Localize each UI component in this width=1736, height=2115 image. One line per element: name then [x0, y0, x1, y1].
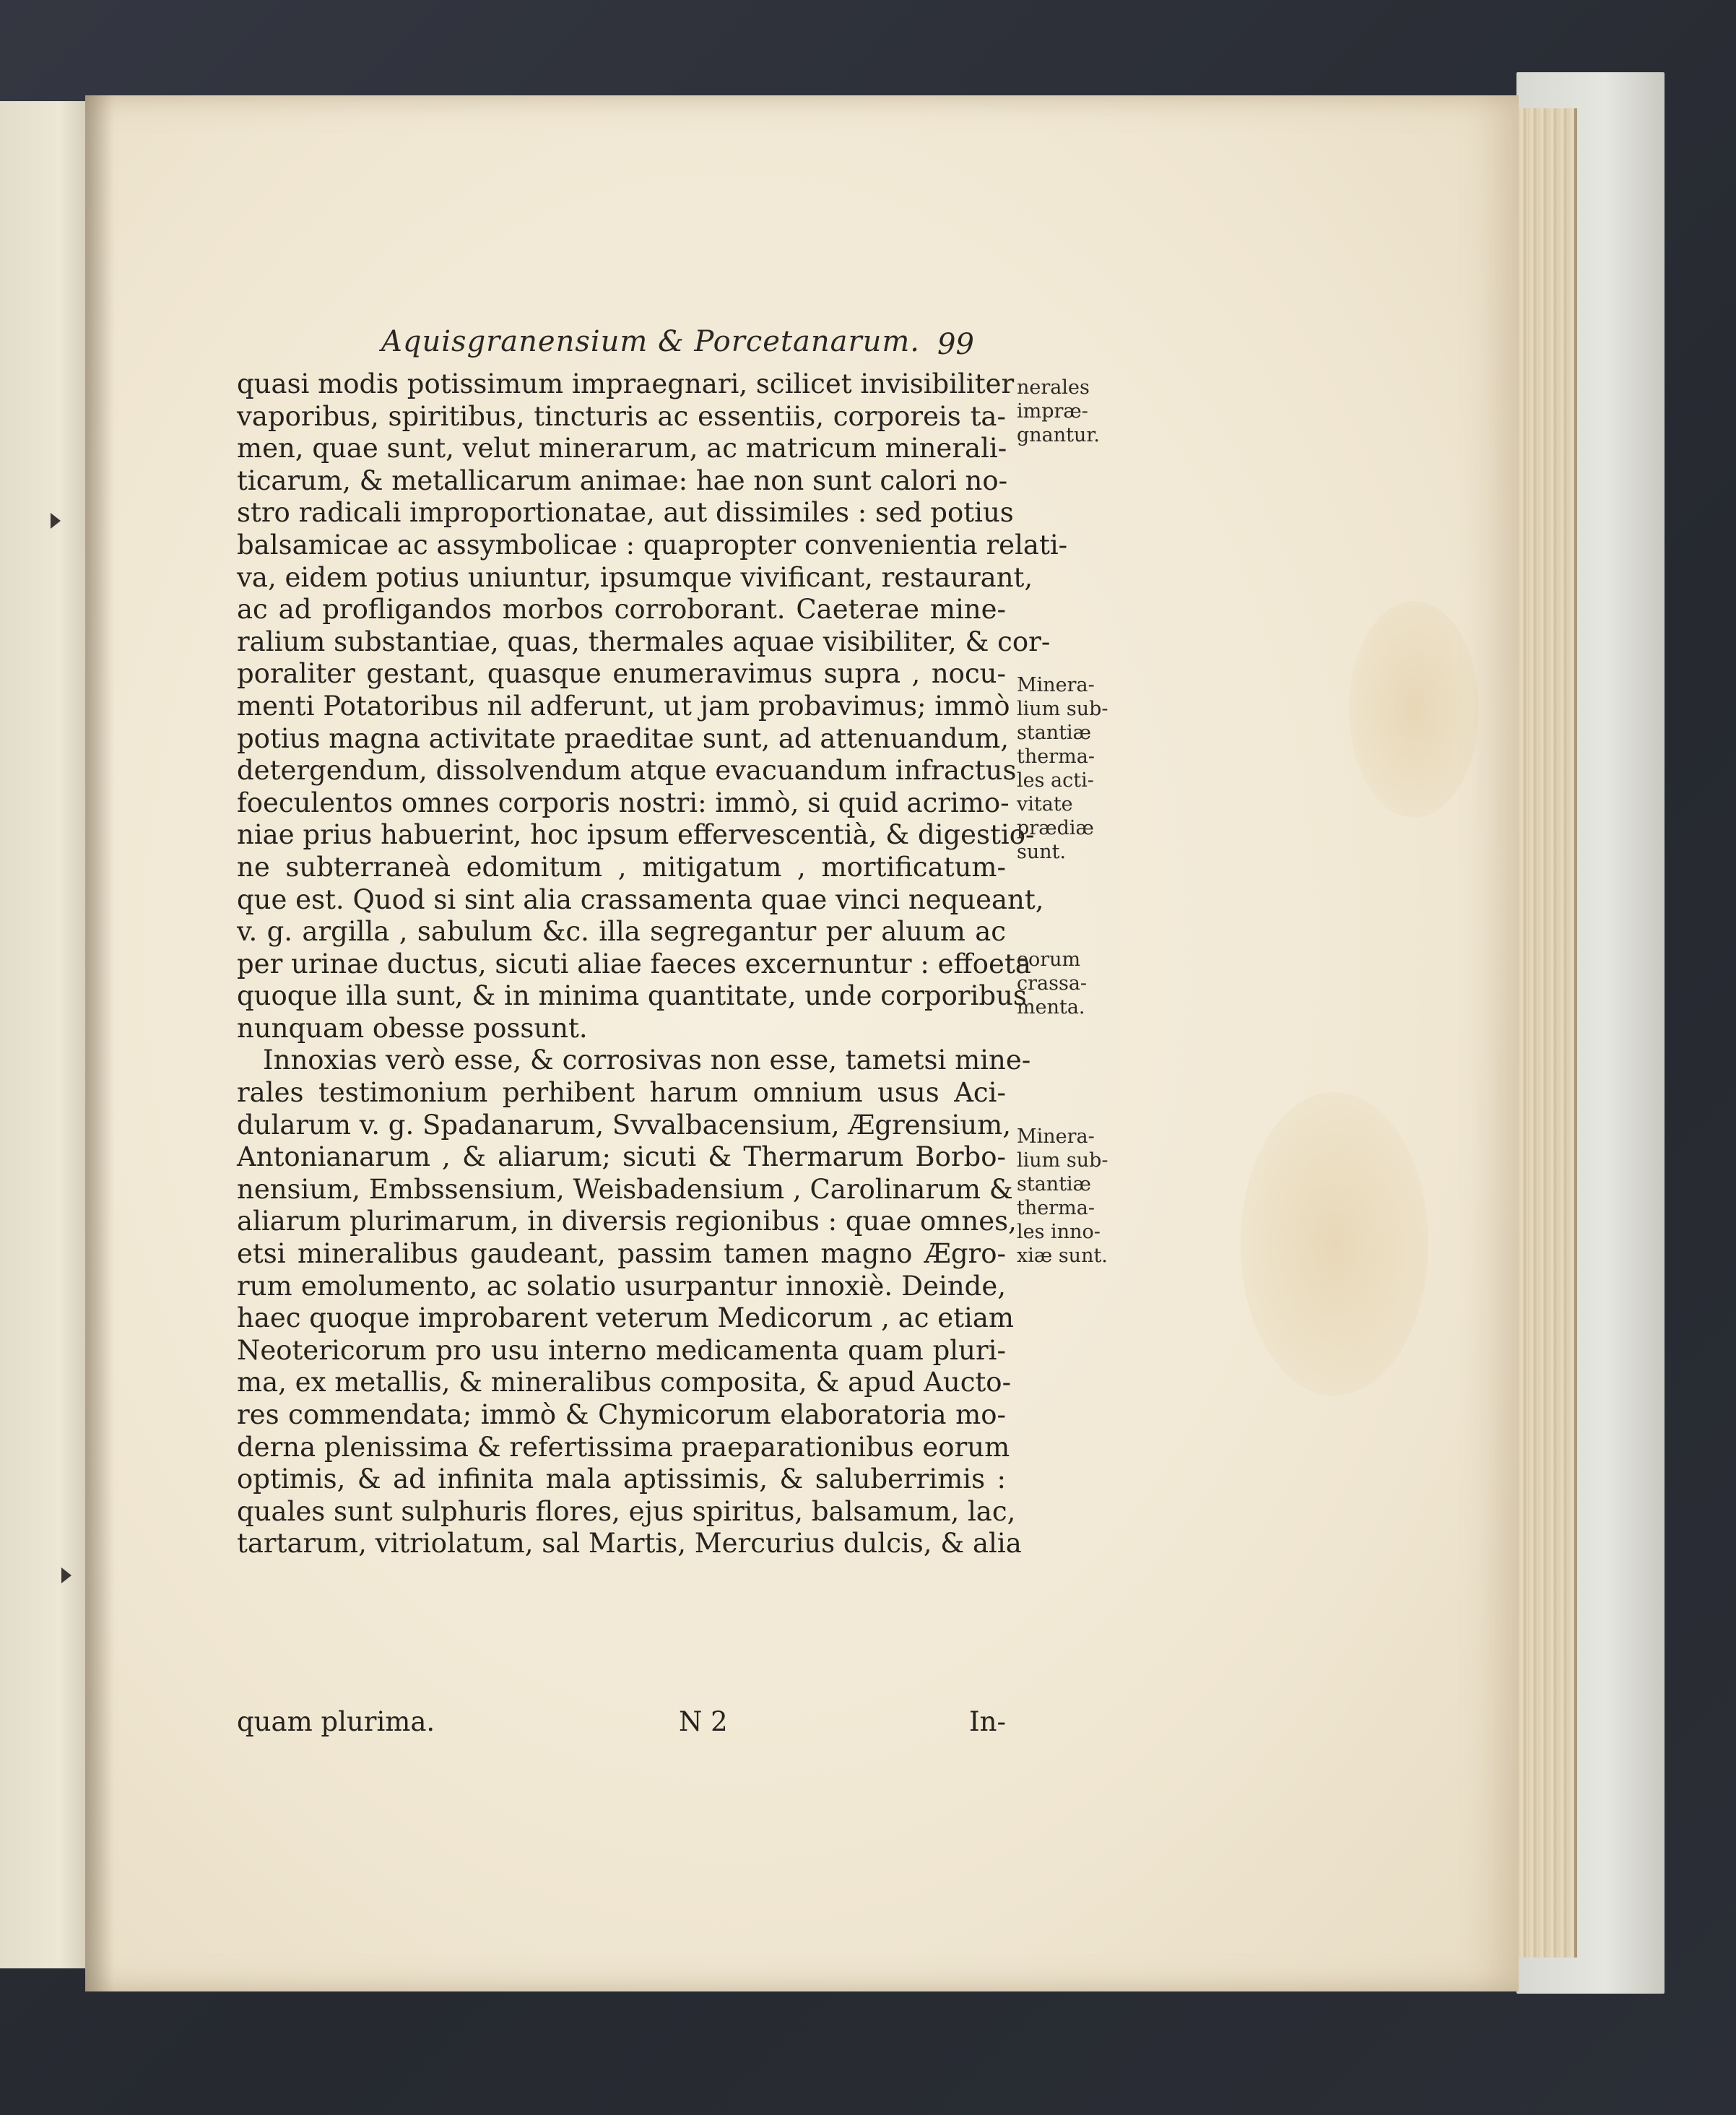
- text-line: ac ad profligandos morbos corroborant. Caeterae mine-: [237, 594, 1006, 626]
- text-line: men, quae sunt, velut minerarum, ac matricum minerali-: [237, 433, 1007, 464]
- text-line: quasi modis potissimum impraegnari, scilicet invisibiliter: [237, 368, 1015, 399]
- text-line: dularum v. g. Spadanarum, Svvalbacensium, Ægrensium,: [237, 1109, 1011, 1141]
- text-line: Innoxias verò esse, & corrosivas non esse, tametsi mine-: [263, 1044, 1031, 1076]
- signature-line: [237, 1706, 1006, 1738]
- page-number: 99: [937, 328, 974, 361]
- binding-pin-icon: [51, 513, 61, 529]
- text-line: detergendum, dissolvendum atque evacuandum infractus: [237, 755, 1017, 787]
- text-line: Neotericorum pro usu interno medicamenta quam pluri-: [237, 1334, 1006, 1366]
- text-line: menti Potatoribus nil adferunt, ut jam probavimus; immò: [237, 690, 1010, 722]
- text-line: etsi mineralibus gaudeant, passim tamen magno Ægro-: [237, 1238, 1006, 1270]
- paper-stain: [1349, 601, 1479, 818]
- paper-stain: [1241, 1092, 1428, 1396]
- text-line: ticarum, & metallicarum animae: hae non sunt calori no-: [237, 464, 1008, 496]
- text-line: Antonianarum , & aliarum; sicuti & Thermarum Borbo-: [237, 1141, 1006, 1173]
- text-line: foeculentos omnes corporis nostri: immò, si quid acrimo-: [237, 787, 1010, 818]
- text-line: rales testimonium perhibent harum omnium usus Aci-: [237, 1077, 1006, 1109]
- text-line: optimis, & ad infinita mala aptissimis, & saluberrimis :: [237, 1463, 1006, 1495]
- book-page: [85, 95, 1519, 1991]
- text-line: quales sunt sulphuris flores, ejus spiritus, balsamum, lac,: [237, 1495, 1016, 1527]
- text-line: balsamicae ac assymbolicae : quapropter convenientia relati-: [237, 529, 1068, 561]
- text-line: ne subterraneà edomitum , mitigatum , mortificatum-: [237, 851, 1006, 883]
- catchword: In-: [969, 1706, 1006, 1737]
- signature-mark: N 2: [679, 1706, 728, 1737]
- final-text-line: quam plurima.: [237, 1706, 435, 1737]
- running-head: Aquisgranensium & Porcetanarum.: [381, 325, 921, 358]
- text-line: que est. Quod si sint alia crassamenta quae vinci nequeant,: [237, 883, 1044, 915]
- text-line: per urinae ductus, sicuti aliae faeces excernuntur : effoeta: [237, 948, 1031, 979]
- text-line: v. g. argilla , sabulum &c. illa segregantur per aluum ac: [237, 916, 1006, 948]
- margin-note: Minera- lium sub- stantiæ therma- les acti- vitate prædiæ sunt.: [1017, 674, 1108, 863]
- text-line: aliarum plurimarum, in diversis regionibus : quae omnes,: [237, 1206, 1017, 1237]
- text-line: stro radicali improportionatae, aut dissimiles : sed potius: [237, 497, 1014, 529]
- text-line: quoque illa sunt, & in minima quantitate, unde corporibus: [237, 980, 1027, 1012]
- text-line: derna plenissima & refertissima praeparationibus eorum: [237, 1431, 1010, 1463]
- binding-pin-icon: [61, 1567, 71, 1583]
- text-line: ma, ex metallis, & mineralibus composita, & apud Aucto-: [237, 1367, 1012, 1398]
- text-line: res commendata; immò & Chymicorum elaboratoria mo-: [237, 1399, 1006, 1430]
- margin-note: eorum crassa- menta.: [1017, 948, 1088, 1018]
- text-line: haec quoque improbarent veterum Medicorum , ac etiam: [237, 1302, 1014, 1334]
- previous-page-edge: [0, 101, 87, 1968]
- text-line: niae prius habuerint, hoc ipsum effervescentià, & digestio-: [237, 819, 1035, 851]
- text-line: tartarum, vitriolatum, sal Martis, Mercurius dulcis, & alia: [237, 1528, 1022, 1560]
- text-line: nunquam obesse possunt.: [237, 1012, 588, 1044]
- text-line: poraliter gestant, quasque enumeravimus supra , nocu-: [237, 658, 1006, 690]
- text-line: potius magna activitate praeditae sunt, ad attenuandum,: [237, 722, 1009, 754]
- gutter-shadow: [85, 95, 114, 1991]
- margin-note: nerales impræ- gnantur.: [1017, 376, 1100, 446]
- text-line: rum emolumento, ac solatio usurpantur innoxiè. Deinde,: [237, 1270, 1006, 1302]
- text-line: ralium substantiae, quas, thermales aquae visibiliter, & cor-: [237, 626, 1051, 657]
- text-line: vaporibus, spiritibus, tincturis ac essentiis, corporeis ta-: [237, 400, 1006, 432]
- text-line: va, eidem potius uniuntur, ipsumque vivificant, restaurant,: [237, 561, 1033, 593]
- margin-note: Minera- lium sub- stantiæ therma- les inno- xiæ sunt.: [1017, 1125, 1108, 1267]
- text-line: nensium, Embssensium, Weisbadensium , Carolinarum &: [237, 1173, 1013, 1205]
